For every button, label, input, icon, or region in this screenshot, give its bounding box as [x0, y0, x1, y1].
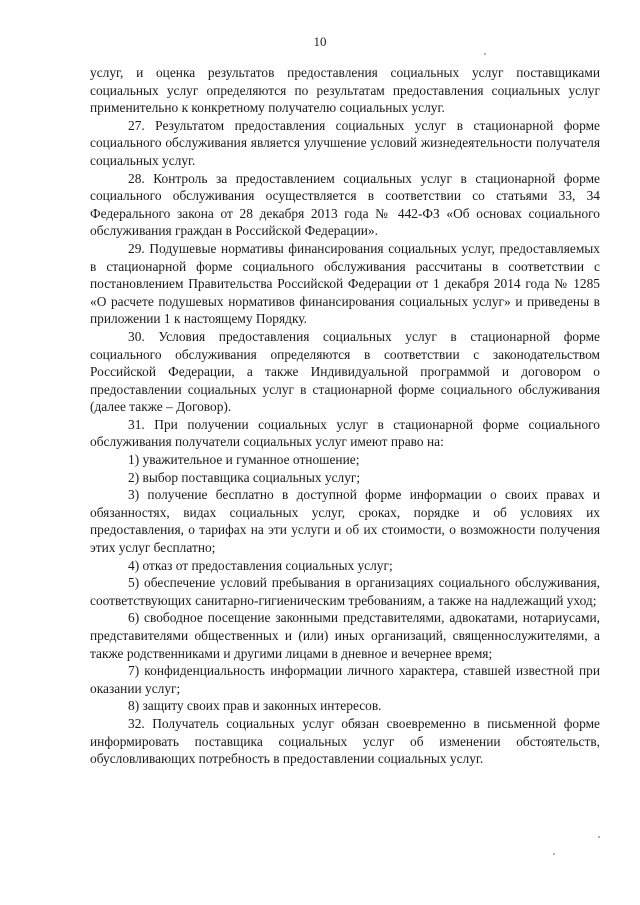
list-item-1: 1) уважительное и гуманное отношение;: [128, 452, 360, 468]
paragraph-continuation: услуг, и оценка результатов предоставления социальных услуг поставщиками социальных услуг определяются по результатам предоставления социальных услуг применительно к конкретному получателю социальных услуг.: [90, 65, 600, 116]
list-item-7: 7) конфиденциальность информации личного характера, ставшей известной при оказании услуг;: [90, 663, 600, 696]
paragraph-28: 28. Контроль за предоставлением социальных услуг в стационарной форме социального обслуживания осуществляется в соответствии со статьями 33, 34 Федерального закона от 28 декабря 2013 года № 442-ФЗ «Об основах социального обслуживания граждан в Российской Федерации».: [90, 170, 600, 239]
paragraph-31: 31. При получении социальных услуг в стационарной форме социального обслуживания получатели социальных услуг имеют право на:: [90, 416, 600, 450]
list-item-4: 4) отказ от предоставления социальных услуг;: [128, 557, 393, 573]
paragraph-32: 32. Получатель социальных услуг обязан своевременно в письменной форме информировать поставщика социальных услуг об изменении обстоятельств, обусловливающих потребность в предоставлении социальных услуг.: [90, 715, 600, 767]
scan-speck: [484, 53, 486, 55]
scan-speck: [553, 853, 555, 855]
paragraph-27: 27. Результатом предоставления социальных услуг в стационарной форме социального обслуживания является улучшение условий жизнедеятельности получателя социальных услуг.: [90, 117, 600, 168]
paragraph-30: 30. Условия предоставления социальных услуг в стационарной форме социального обслуживания определяются в соответствии с законодательством Российской Федерации, а также Индивидуальной программой и договором о предоставлении социальных услуг в стационарной форме социального обслуживания (далее также – Договор).: [90, 328, 600, 415]
paragraph-29: 29. Подушевые нормативы финансирования социальных услуг, предоставляемых в стационарной форме социального обслуживания рассчитаны в соответствии с постановлением Правительства Российской Федерации от 1 декабря 2014 года № 1285 «О расчете подушевых нормативов финансирования социальных услуг» и приведены в приложении 1 к настоящему Порядку.: [90, 240, 600, 327]
list-item-3: 3) получение бесплатно в доступной форме информации о своих правах и обязанностях, видах социальных услуг, сроках, порядке и об условиях их предоставления, о тарифах на эти услуги и об их стоимости, о возможности получения этих услуг бесплатно;: [90, 487, 600, 556]
list-item-2: 2) выбор поставщика социальных услуг;: [128, 469, 361, 485]
list-item-8: 8) защиту своих прав и законных интересов.: [128, 698, 382, 714]
list-item-6: 6) свободное посещение законными представителями, адвокатами, нотариусами, представителями общественных и (или) иных организаций, священнослужителями, а также родственниками и другими лицами в дневное и вечернее время;: [90, 610, 600, 661]
page-number: 10: [313, 34, 327, 49]
document-body: [90, 64, 600, 768]
list-item-5: 5) обеспечение условий пребывания в организациях социального обслуживания, соответствующих санитарно-гигиеническим требованиям, а также на надлежащий уход;: [90, 575, 600, 608]
scan-speck: [598, 836, 600, 838]
